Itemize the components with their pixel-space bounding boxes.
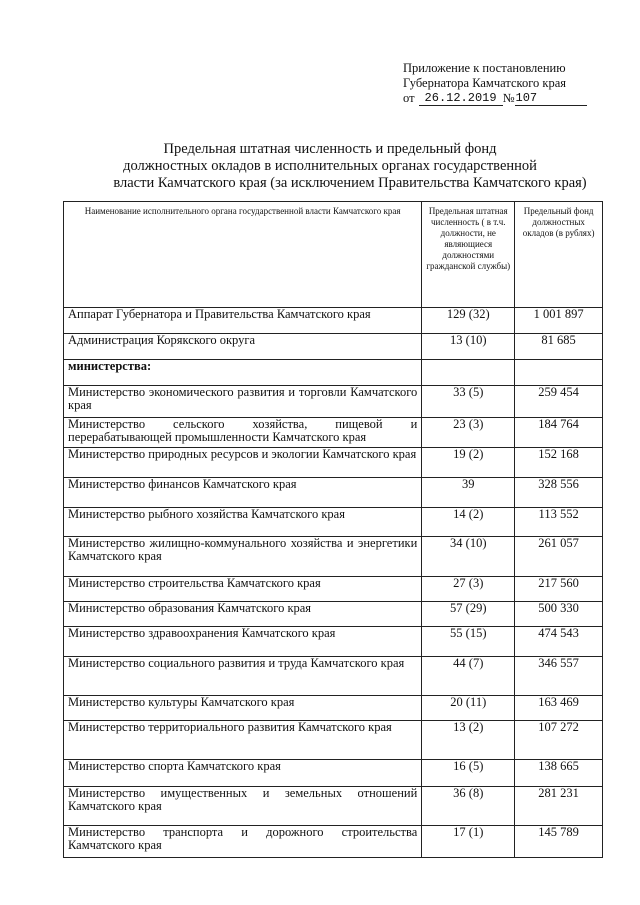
row-name: Министерство социального развития и труда Камчатского края <box>64 657 422 696</box>
row-staff: 20 (11) <box>422 696 515 721</box>
table-row <box>64 696 603 721</box>
table-row <box>64 478 603 508</box>
row-name: Министерство культуры Камчатского края <box>64 696 422 721</box>
row-name: Министерство строительства Камчатского края <box>64 577 422 602</box>
document-title <box>60 141 600 192</box>
row-name: Министерство экономического развития и торговли Камчатского края <box>64 386 422 418</box>
row-name: Администрация Корякского округа <box>64 334 422 360</box>
table-row <box>64 721 603 760</box>
row-staff: 39 <box>422 478 515 508</box>
row-staff: 19 (2) <box>422 448 515 478</box>
row-name: Министерство территориального развития Камчатского края <box>64 721 422 760</box>
row-name: Министерство сельского хозяйства, пищевой и перерабатывающей промышленности Камчатского края <box>64 418 422 448</box>
row-staff: 44 (7) <box>422 657 515 696</box>
row-fund: 107 272 <box>515 721 603 760</box>
header-organ-name: Наименование исполнительного органа государственной власти Камчатского края <box>64 202 422 308</box>
table-row <box>64 418 603 448</box>
row-fund: 346 557 <box>515 657 603 696</box>
appendix-line-2: Губернатора Камчатского края <box>403 76 567 90</box>
title-line-1: Предельная штатная численность и предельный фонд <box>163 141 497 157</box>
row-staff: 34 (10) <box>422 537 515 577</box>
table-row <box>64 360 603 386</box>
row-name: Министерство рыбного хозяйства Камчатского края <box>64 508 422 537</box>
table-row <box>64 448 603 478</box>
row-fund: 217 560 <box>515 577 603 602</box>
number-sign: № <box>502 91 515 105</box>
row-staff: 55 (15) <box>422 627 515 657</box>
row-name: Министерство транспорта и дорожного строительства Камчатского края <box>64 826 422 858</box>
row-name: Аппарат Губернатора и Правительства Камчатского края <box>64 308 422 334</box>
row-staff: 16 (5) <box>422 760 515 787</box>
row-fund: 152 168 <box>515 448 603 478</box>
table-header-row <box>64 202 603 308</box>
appendix-block <box>403 61 603 106</box>
row-fund: 81 685 <box>515 334 603 360</box>
row-staff: 129 (32) <box>422 308 515 334</box>
row-staff: 23 (3) <box>422 418 515 448</box>
table-row <box>64 627 603 657</box>
header-salary-fund: Предельный фонд должностных окладов (в рублях) <box>515 202 603 308</box>
row-name: Министерство природных ресурсов и экологии Камчатского края <box>64 448 422 478</box>
row-staff: 13 (2) <box>422 721 515 760</box>
row-staff <box>422 360 515 386</box>
table-row <box>64 602 603 627</box>
table-row <box>64 577 603 602</box>
staffing-table <box>63 201 603 858</box>
row-staff: 36 (8) <box>422 787 515 826</box>
row-fund <box>515 360 603 386</box>
row-fund: 1 001 897 <box>515 308 603 334</box>
row-staff: 33 (5) <box>422 386 515 418</box>
row-fund: 113 552 <box>515 508 603 537</box>
row-fund: 138 665 <box>515 760 603 787</box>
date-prefix: от <box>403 91 415 105</box>
row-fund: 281 231 <box>515 787 603 826</box>
table-row <box>64 537 603 577</box>
table-row <box>64 787 603 826</box>
row-staff: 17 (1) <box>422 826 515 858</box>
row-fund: 259 454 <box>515 386 603 418</box>
table-row <box>64 760 603 787</box>
decree-number: 107 <box>515 92 557 106</box>
appendix-date-line <box>403 91 603 106</box>
header-staff-limit: Предельная штатная численность ( в т.ч. должности, не являющиеся должностями гражданской службы) <box>422 202 515 308</box>
row-fund: 184 764 <box>515 418 603 448</box>
table-row <box>64 308 603 334</box>
row-name: Министерство финансов Камчатского края <box>64 478 422 508</box>
underline-tail <box>557 93 587 106</box>
row-staff: 27 (3) <box>422 577 515 602</box>
appendix-line-1: Приложение к постановлению <box>403 61 566 75</box>
row-staff: 14 (2) <box>422 508 515 537</box>
row-name: Министерство здравоохранения Камчатского края <box>64 627 422 657</box>
table-row <box>64 657 603 696</box>
row-fund: 500 330 <box>515 602 603 627</box>
table-row <box>64 334 603 360</box>
row-fund: 328 556 <box>515 478 603 508</box>
row-name: Министерство жилищно-коммунального хозяйства и энергетики Камчатского края <box>64 537 422 577</box>
row-name: Министерство образования Камчатского края <box>64 602 422 627</box>
row-name: Министерство спорта Камчатского края <box>64 760 422 787</box>
row-staff: 57 (29) <box>422 602 515 627</box>
table-row <box>64 508 603 537</box>
title-line-3: власти Камчатского края (за исключением Правительства Камчатского края) <box>113 175 587 191</box>
table-row <box>64 386 603 418</box>
title-line-2: должностных окладов в исполнительных органах государственной <box>123 158 537 174</box>
row-fund: 261 057 <box>515 537 603 577</box>
decree-date: 26.12.2019 <box>419 92 503 106</box>
row-fund: 145 789 <box>515 826 603 858</box>
row-fund: 474 543 <box>515 627 603 657</box>
row-name: Министерство имущественных и земельных отношений Камчатского края <box>64 787 422 826</box>
row-fund: 163 469 <box>515 696 603 721</box>
section-label-ministries: министерства: <box>64 360 422 386</box>
table-row <box>64 826 603 858</box>
row-staff: 13 (10) <box>422 334 515 360</box>
